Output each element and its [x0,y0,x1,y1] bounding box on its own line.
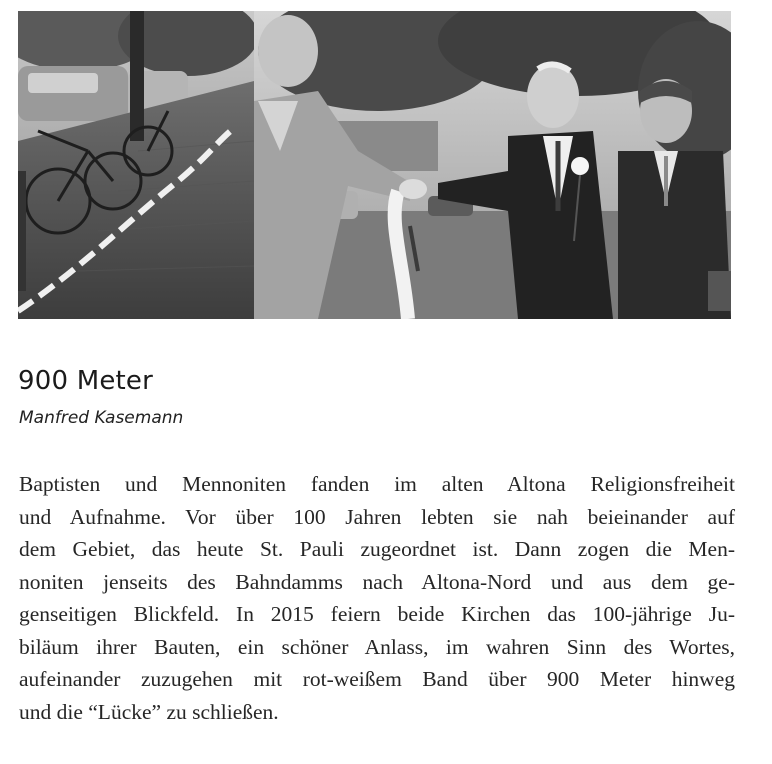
body-line: und Aufnahme. Vor über 100 Jahren lebten sie nah beieinander auf [19,504,735,529]
article-author: Manfred Kasemann [19,408,184,428]
body-line: aufeinander zuzugehen mit rot-weißem Band über 900 Meter hinweg [19,667,735,691]
article-title: 900 Meter [18,366,153,396]
body-line: Baptisten und Mennoniten fanden im alten Altona Religionsfreiheit [19,472,735,496]
body-line: biläum ihrer Bauten, ein schöner Anlass, im wahren Sinn des Wortes, [19,634,735,659]
header-photo [18,11,731,319]
body-line: und die “Lücke” zu schließen. [19,699,279,724]
article-body [19,468,735,728]
body-line: noniten jenseits des Bahndamms nach Altona-Nord und aus dem ge- [19,569,735,594]
right-photo-panel [254,11,731,319]
body-line: dem Gebiet, das heute St. Pauli zugeordnet ist. Dann zogen die Men- [19,537,735,561]
body-line: genseitigen Blickfeld. In 2015 feiern beide Kirchen das 100-jährige Ju- [19,602,735,626]
left-photo-panel [18,11,258,319]
